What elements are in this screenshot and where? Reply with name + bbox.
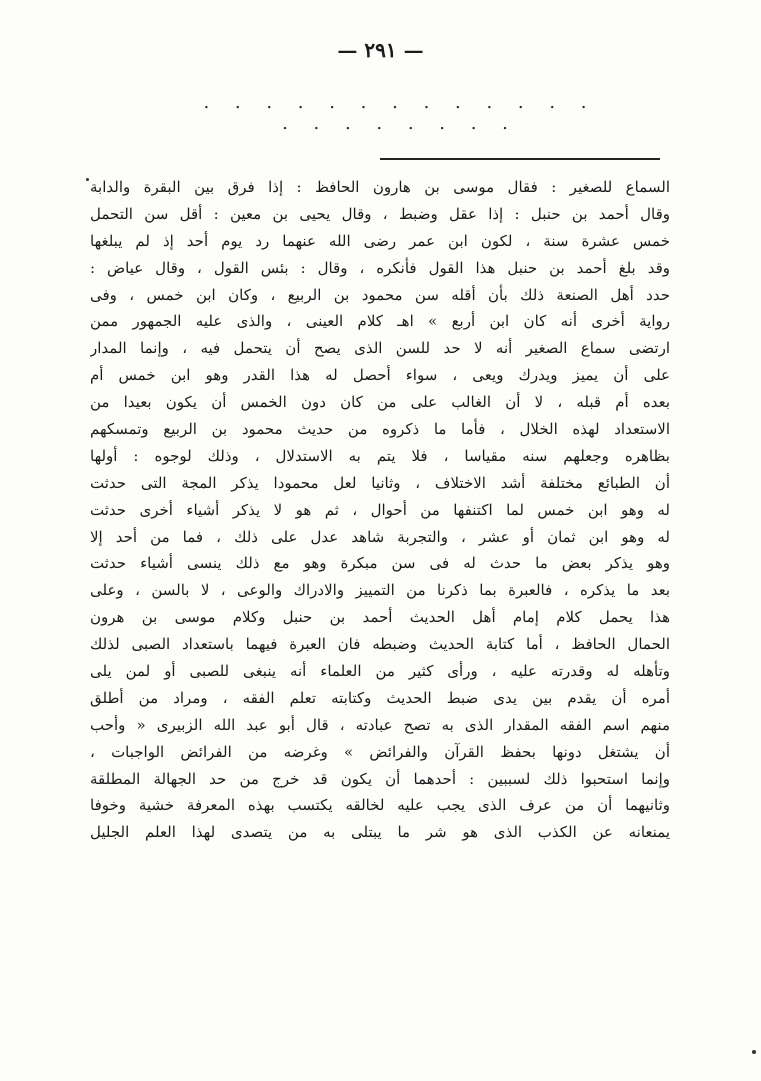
text-line: رواية أخرى أنه كان ابن أربع » اهـ كلام العينى ، والذى عليه الجمهور ممن — [90, 312, 670, 331]
text-line: منهم اسم الفقه المقدار الذى به تصح عبادته ، قال أبو عبد الله الزبيرى « وأحب — [90, 715, 670, 734]
text-line: يمنعانه عن الكذب الذى هو شر ما يبتلى به من يتصدى لهذا العلم الجليل — [90, 823, 670, 842]
text-line: أمره أن يقدم بين يدى ضبط الحديث وكتابته تعلم الفقه ، ومراد من أطلق — [90, 688, 670, 707]
scan-speck — [752, 1050, 756, 1054]
text-line: وتأهله له وقدرته عليه ، ورأى كثير من العلماء أنه ينبغى للصبى أو لمن يلى — [90, 662, 670, 681]
section-ornament: . . . . . . . . . . . . . . . . . . . . . — [203, 92, 597, 134]
text-line: الحمال الحافظ ، أما كتابة الحديث وضبطه فان العبرة فيهما باستعداد الصبى لذلك — [90, 635, 670, 654]
text-line: خمس عشرة سنة ، لكون ابن عمر رضى الله عنهما رد يوم أحد إذ لم يبلغها — [90, 231, 670, 250]
text-line: أن يشتغل دونها بحفظ القرآن والفرائض » وغرضه من الفرائض الواجبات ، — [90, 742, 670, 761]
text-line: ارتضى سماع الصغير أنه لا حد للسن الذى يصح أن يتحمل فيه ، وإنما المدار — [90, 339, 670, 358]
body-text — [90, 174, 670, 846]
text-line: على أن يميز ويدرك ويعى ، سواء أحصل له هذا القدر وهو ابن خمس أم — [90, 366, 670, 385]
page-number: — ٢٩١ — — [337, 38, 424, 62]
text-line: وهو يذكر بعض ما حدث له فى سن مبكرة وهو مع ذلك ينسى أشياء حدثت — [90, 554, 670, 573]
text-line: أن الطبائع مختلفة أشد الاختلاف ، وثانيا لعل محمودا يذكر المجة التى حدثت — [90, 473, 670, 492]
text-line: حدد أهل الصنعة ذلك بأن أقله سن محمود بن الربيع ، وكان ابن خمس ، وفى — [90, 285, 670, 304]
text-line: وثانيهما أن من عرف الذى يجب عليه لخالقه يكتسب بهذه المعرفة خشية وخوفا — [90, 796, 670, 815]
scan-speck — [86, 178, 89, 181]
text-line: هذا يحمل كلام إمام أهل الحديث أحمد بن حنبل وكلام موسى بن هرون — [90, 608, 670, 627]
text-line: بعده أم قبله ، لا أن الغالب على من كان دون الخمس أن يكون بعيدا من — [90, 393, 670, 412]
divider-rule — [380, 158, 660, 160]
text-line: له وهو ابن ثمان أو عشر ، والتجربة شاهد عدل على ذلك ، فما من أحد إلا — [90, 527, 670, 546]
text-line: وقد بلغ أحمد بن حنبل هذا القول فأنكره ، وقال : بئس القول ، وقال عياض : — [90, 258, 670, 277]
text-line: الاستعداد لهذه الخلال ، فأما ما ذكروه من حديث محمود بن الربيع وتمسكهم — [90, 420, 670, 439]
text-line: وإنما استحبوا ذلك لسببين : أحدهما أن يكون قد خرج من حد الجهالة المطلقة — [90, 769, 670, 788]
text-line: بعد ما يذكره ، فالعبرة بما ذكرنا من التمييز والادراك والوعى ، لا بالسن ، وعلى — [90, 581, 670, 600]
text-line: السماع للصغير : فقال موسى بن هارون الحافظ : إذا فرق بين البقرة والدابة — [90, 178, 670, 196]
text-line: له وهو ابن خمس لما اكتنفها من أحوال ، ثم هو لا يذكر أشياء أخرى حدثت — [90, 500, 670, 519]
text-line: بظاهره وجعلهم سنه مقياسا ، فلا يتم به الاستدلال ، وذلك لوجوه : أولها — [90, 446, 670, 465]
text-line: وقال أحمد بن حنبل : إذا عقل وضبط ، وقال يحيى بن معين : أقل سن التحمل — [90, 204, 670, 223]
